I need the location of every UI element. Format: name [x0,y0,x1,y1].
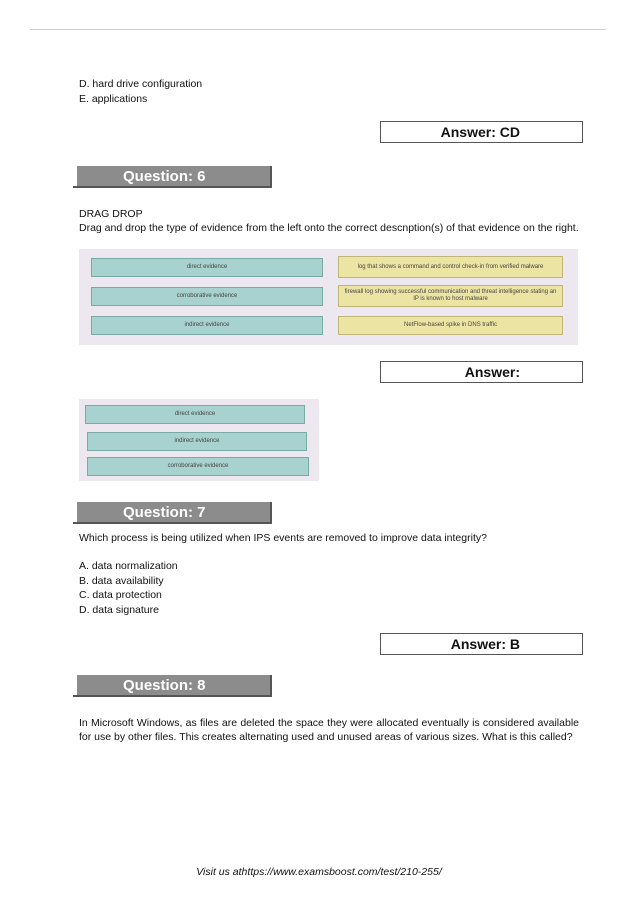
drop-target-3[interactable]: NetFlow-based spike in DNS traffic [338,316,563,335]
answer-figure [79,399,319,481]
question-6-heading: Question: 6 [73,166,272,188]
option-d: D. data signature [79,604,159,616]
question-8-heading: Question: 8 [73,675,272,697]
drop-target-1[interactable]: log that shows a command and control check-in from verified malware [338,256,563,278]
question-6-prompt: Drag and drop the type of evidence from the left onto the correct descnption(s) of that evidence on the right. [79,222,579,234]
footer-link[interactable]: Visit us athttps://www.examsboost.com/test/210-255/ [196,866,442,878]
question-7-prompt: Which process is being utilized when IPS events are removed to improve data integrity? [79,532,487,544]
answer-item-corroborative: corroborative evidence [87,457,309,476]
drop-target-2[interactable]: firewall log showing successful communication and threat intelligence stating an IP is known to host malware [338,285,563,307]
question-6-type: DRAG DROP [79,208,143,220]
answer-box-prev: Answer: CD [380,121,583,143]
drag-item-indirect[interactable]: indirect evidence [91,316,323,335]
question-8-prompt: In Microsoft Windows, as files are deleted the space they were allocated eventually is considered available for use by other files. This creates alternating used and unused areas of various sizes. What is this called? [79,717,579,743]
answer-item-direct: direct evidence [85,405,305,424]
drag-item-corroborative[interactable]: corroborative evidence [91,287,323,306]
answer-box-q6: Answer: [380,361,583,383]
option-c: C. data protection [79,589,162,601]
drag-drop-figure [79,249,578,345]
answer-item-indirect: indirect evidence [87,432,307,451]
drag-item-direct[interactable]: direct evidence [91,258,323,277]
header-rule [30,29,606,30]
option-b: B. data availability [79,575,164,587]
option-e: E. applications [79,93,148,105]
option-d: D. hard drive configuration [79,78,203,90]
answer-box-q7: Answer: B [380,633,583,655]
option-a: A. data normalization [79,560,178,572]
question-7-heading: Question: 7 [73,502,272,524]
